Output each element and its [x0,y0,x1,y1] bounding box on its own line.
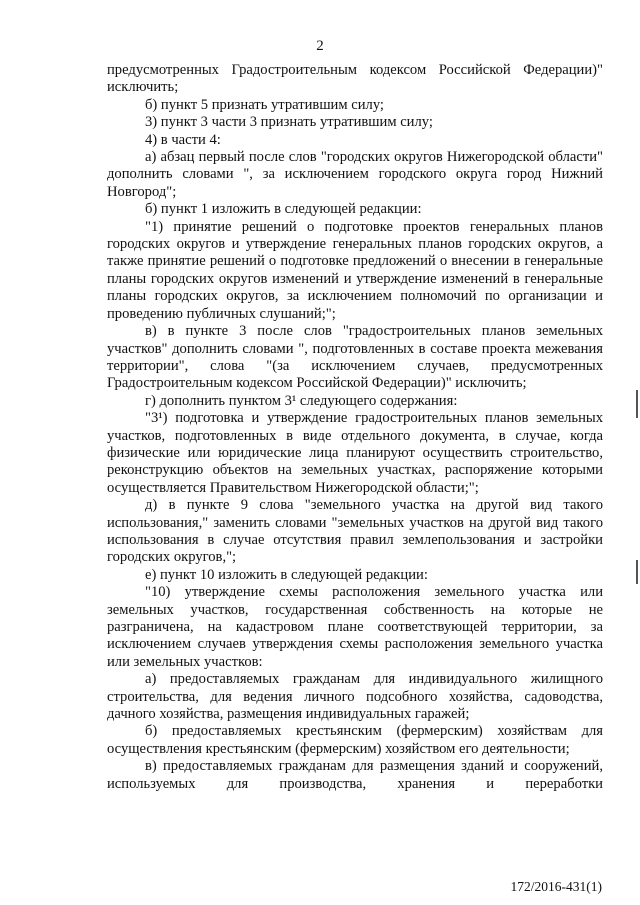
paragraph: 4) в части 4: [145,131,221,148]
paragraph: б) пункт 1 изложить в следующей редакции: [145,201,422,218]
scan-edge-mark [636,390,638,418]
paragraph: "3¹) подготовка и утверждение градостроительных планов земельных участков, подготовленных в виде отдельного документа, в случае, когда физические или юридические лица планируют осуществить строительство, реконструкцию объектов на земельных участках, распоряжение которыми осуществляется Правительством Нижегородской области;"; [107,410,603,496]
paragraph: а) предоставляемых гражданам для индивидуального жилищного строительства, для ведения личного подсобного хозяйства, садоводства, дачного хозяйства, размещения индивидуальных гаражей; [107,671,603,723]
paragraph: д) в пункте 9 слова "земельного участка на другой вид такого использования," заменить словами "земельных участков на другой вид такого использования в случае отсутствия правил землепользования и застройки городских округов,"; [107,497,603,566]
document-code: 172/2016-431(1) [510,879,602,894]
paragraph: в) предоставляемых гражданам для размещения зданий и сооружений, используемых для производства, хранения и переработки [107,758,603,792]
paragraph: а) абзац первый после слов "городских округов Нижегородской области" дополнить словами ", за исключением городского округа город Нижний Новгород"; [107,149,603,200]
paragraph: "10) утверждение схемы расположения земельного участка или земельных участков, государственная собственность на которые не разграничена, на кадастровом плане соответствующей территории, за исключением случаев утверждения схемы расположения земельного участка или земельных участков: [107,584,603,670]
scan-edge-mark [636,560,638,584]
body-text [107,62,603,793]
paragraph: "1) принятие решений о подготовке проектов генеральных планов городских округов и утверждение генеральных планов городских округов, а также принятие решений о подготовке предложений о внесении в генеральные планы городских округов изменений и утверждение изменений в генеральные планы городских округов, за исключением полномочий по организации и проведению публичных слушаний;"; [107,218,603,322]
page-number: 2 [316,38,324,54]
paragraph: 3) пункт 3 части 3 признать утратившим силу; [145,114,433,131]
paragraph: в) в пункте 3 после слов "градостроительных планов земельных участков" дополнить словами ", подготовленных в составе проекта межевания территории", слова "(за исключением случаев, предусмотренных Градостроительным кодексом Российской Федерации)" исключить; [107,323,603,392]
paragraph: г) дополнить пунктом 3¹ следующего содержания: [145,392,458,409]
paragraph: б) пункт 5 признать утратившим силу; [145,96,384,113]
paragraph: е) пункт 10 изложить в следующей редакции: [145,566,428,583]
paragraph: б) предоставляемых крестьянским (фермерским) хозяйствам для осуществления крестьянским (фермерским) хозяйством его деятельности; [107,723,603,757]
paragraph: предусмотренных Градостроительным кодексом Российской Федерации)" исключить; [107,62,603,96]
